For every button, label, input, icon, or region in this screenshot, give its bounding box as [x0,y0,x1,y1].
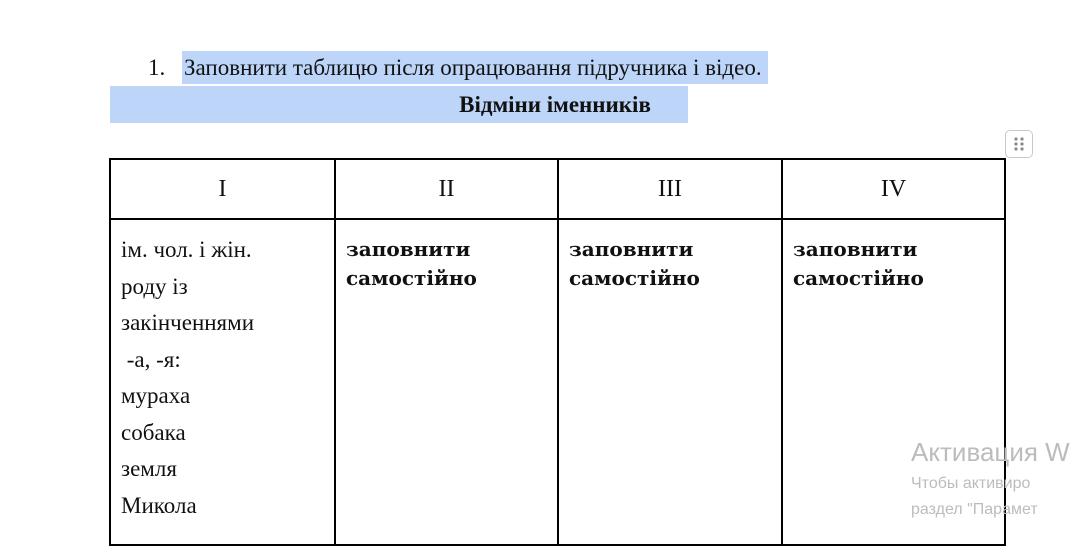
watermark-line-2: раздел "Парамет [911,501,1038,518]
cell-declension-3[interactable] [558,219,782,545]
fill-in-line-1: заповнити [346,237,471,261]
header-cell-1[interactable]: I [110,159,335,219]
table-heading[interactable]: Відміни іменників [459,92,651,117]
fill-in-line-2: самостійно [569,266,700,290]
watermark-title: Активация W [911,437,1070,467]
cell-declension-1[interactable] [110,219,335,545]
table-header-row [110,159,1005,219]
cell-line: закінченнями [121,310,255,335]
cell-declension-2[interactable] [335,219,558,545]
drag-handle-icon [1013,136,1025,152]
declension-table [109,158,1006,546]
list-number: 1. [148,55,166,80]
table-drag-handle[interactable] [1005,130,1033,158]
cell-line: мураха [121,383,191,408]
cell-line: роду із [121,273,188,299]
fill-in-line-2: самостійно [793,266,924,290]
fill-in-line-2: самостійно [346,266,477,290]
watermark-line-1: Чтобы активиро [911,475,1031,492]
list-item-1[interactable] [148,52,768,84]
windows-activation-watermark [911,433,1070,523]
cell-line: -а, -я: [121,346,181,372]
cell-line: ім. чол. і жін. [121,237,252,262]
table-row [110,219,1005,545]
cell-line: земля [121,456,177,481]
fill-in-line-1: заповнити [793,237,918,261]
header-cell-2[interactable]: II [335,159,558,219]
header-cell-3[interactable]: III [558,159,782,219]
cell-line: Микола [121,492,197,518]
fill-in-line-1: заповнити [569,237,694,261]
list-item-text[interactable]: Заповнити таблицю після опрацювання підручника і відео. [182,51,768,84]
header-cell-4[interactable]: IV [782,159,1005,219]
cell-line: собака [121,419,186,445]
